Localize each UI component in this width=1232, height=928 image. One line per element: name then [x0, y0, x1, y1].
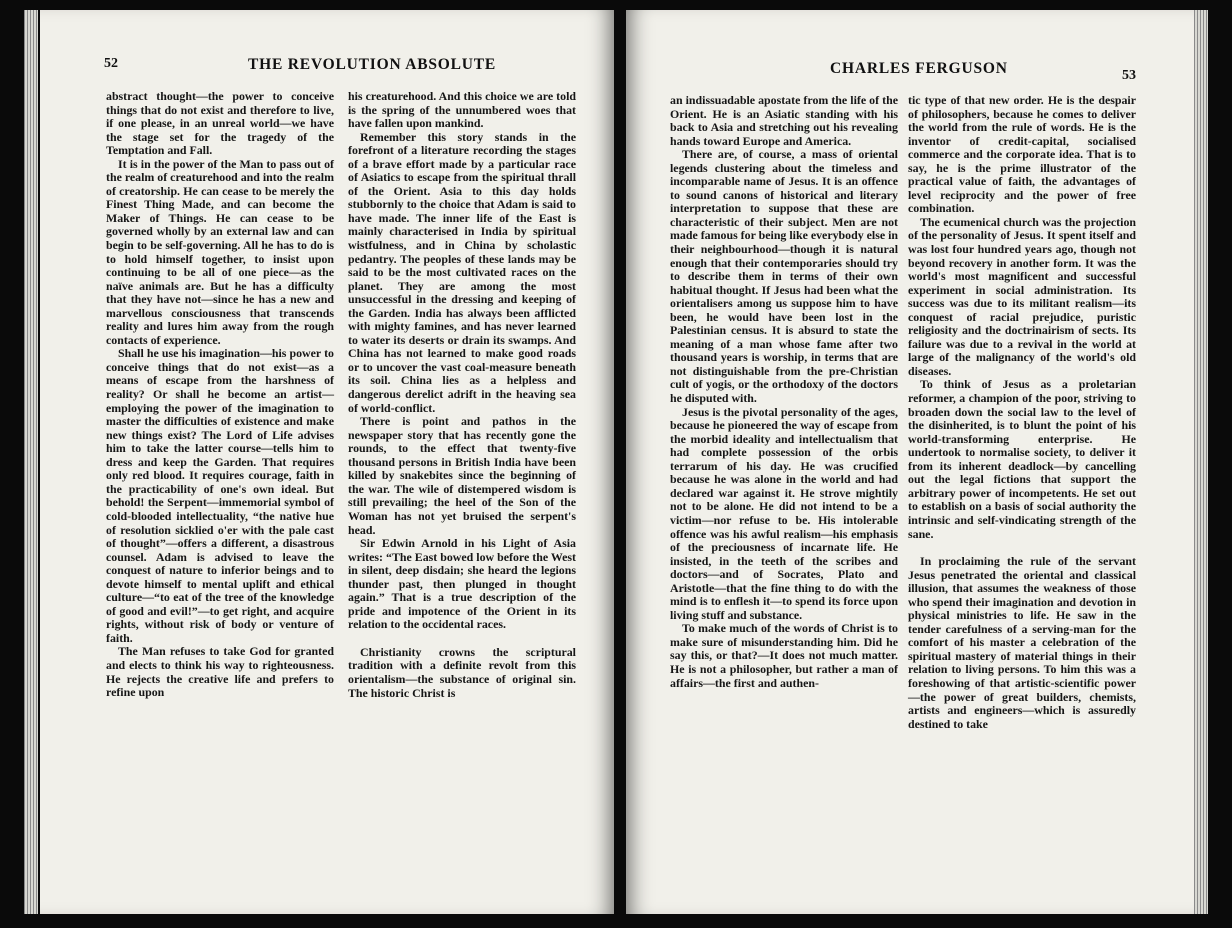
paragraph: The ecumenical church was the projection of the personality of Jesus. It spent itself and was lost four hundred years ago, though not beyond recovery in another form. It was the world's most magnificent and successful experiment in social administration. Its success was due to its militant realism—its conquest of racial prejudice, puristic religiosity and the doctrinairism of sects. Its failure was due to a revival in the world at large of the malignancy of the world's old diseases.	[908, 214, 1136, 378]
paragraph: Remember this story stands in the forefront of a literature recording the stages of a brave effort made by a particular race of Asiatics to escape from the spiritual thrall of the Orient. Asia to this day holds stubbornly to the choice that Adam is said to have made. The inner life of the East is mainly characterised in India by spiritual wistfulness, and in China by scholastic pedantry. The peoples of these lands may be said to be the most cultivated races on the planet. They are among the most unsuccessful in the dressing and keeping of the Garden. India has always been afflicted with mighty famines, and has never learned to water its deserts or drain its swamps. And China has not learned to make good roads or to uncover the vast coal-measure beneath its soil. China lies as a helpless and dangerous derelict adrift in the heaving sea of world-conflict.	[348, 129, 576, 415]
paragraph: Christianity crowns the scriptural tradition with a definite revolt from this orientalism—the substance of original sin. The historic Christ is	[348, 644, 576, 700]
paragraph: Sir Edwin Arnold in his Light of Asia writes: “The East bowed low before the West in silent, deep disdain; she heard the legions thunder past, then plunged in thought again.” That is a true description of the pride and impotence of the Orient in its relation to the occidental races.	[348, 536, 576, 632]
paragraph: To make much of the words of Christ is to make sure of misunderstanding him. Did he say this, or that?—It does not much matter. He is not a philosopher, but rather a man of affairs—the first and authen-	[670, 621, 898, 690]
paragraph: There are, of course, a mass of oriental legends clustering about the timeless and incomparable name of Jesus. It is an offence to sound canons of historical and literary interpretation to suppose that these are characteristic of their subject. Men are not made famous for being like everybody else in their neighbourhood—though it is natural enough that their contemporaries should try to describe them in terms of their own habitual thought. If Jesus had been what the orientalisers among us suppose him to have been, he would have been lost in the Palestinian census. It is absurd to state the meaning of a man whose fame after two thousand years is worship, in terms that are not distinguishable from the pre-Christian cult of yogis, or the orthodoxy of the doctors he disputed with.	[670, 147, 899, 406]
left-page-number: 52	[104, 56, 118, 71]
left-page-edge	[24, 10, 38, 914]
right-column-1	[670, 94, 898, 690]
paragraph: The Man refuses to take God for granted and elects to think his way to righteousness. He rejects the creative life and prefers to refine upon	[106, 644, 334, 700]
paragraph: his creaturehood. And this choice we are told is the spring of the unnumbered woes that have fallen upon mankind.	[348, 89, 576, 131]
right-running-header: CHARLES FERGUSON	[830, 60, 1008, 77]
paragraph: Jesus is the pivotal personality of the ages, because he pioneered the way of escape from the morbid ideality and intellectualism that had complete possession of the orbis terrarum of his day. He was crucified because he was alone in the world and had declared war against it. He strove mightily not to be alone. He did not intend to be a victim—nor refuse to be. His intolerable offence was his awful realism—his emphasis of the preciousness of incarnate life. He insisted, in the teeth of the scribes and doctors—and of Socrates, Plato and Aristotle—that the fine thing to do with the mind is to enflesh it—to spend its force upon living stuff and substance.	[670, 404, 898, 622]
paragraph: In proclaiming the rule of the servant Jesus penetrated the oriental and classical illusion, that assumes the weakness of those who spend their imagination and devotion in physical ministries to life. He saw in the tender carefulness of a serving-man for the comfort of his master a celebration of the spiritual mastery of material things in their relation to living persons. To him this was a foreshowing of that artistic-scientific power—the power of great builders, chemists, artists and engineers—which is assuredly destined to take	[908, 554, 1136, 731]
right-page-edge	[1194, 10, 1208, 914]
left-column-1	[106, 90, 334, 700]
paragraph: an indissuadable apostate from the life of the Orient. He is an Asiatic standing with his back to Asia and stretching out his revealing hands toward Europe and America.	[670, 93, 898, 148]
paragraph: tic type of that new order. He is the despair of philosophers, because he comes to deliver the world from the rule of words. He is the inventor of credit-capital, socialised commerce and the corporate idea. That is to say, he is the prime illustrator of the practical value of faith, the advantages of level reciprocity and the power of free combination.	[908, 93, 1136, 216]
left-column-2	[348, 90, 576, 700]
right-page	[626, 10, 1194, 914]
right-column-2	[908, 94, 1136, 731]
paragraph: To think of Jesus as a proletarian reformer, a champion of the poor, striving to broaden down the social law to the level of the disinherited, is to blunt the point of his world-transforming enterprise. He undertook to normalise society, to deliver it from its inherent deadlock—by cancelling out the legal fictions that support the arbitrary power of incompetents. He set out to establish on a basis of social authority the intrinsic and self-vindicating strength of the sane.	[908, 377, 1136, 541]
paragraph: It is in the power of the Man to pass out of the realm of creaturehood and into the realm of creatorship. He can cease to be merely the Finest Thing Made, and can become the Maker of Things. He can cease to be governed wholly by an external law and can begin to be self-governing. All he has to do is to hold himself together, to insist upon continuing to be all of one piece—as the naïve animals are. But he has a difficulty that they have not—since he has a new and marvellous consciousness that transcends reality and lures him away from the rough contacts of experience.	[106, 156, 334, 347]
left-page	[40, 10, 614, 914]
left-running-header: THE REVOLUTION ABSOLUTE	[248, 56, 497, 73]
paragraph: Shall he use his imagination—his power to conceive things that do not exist—as a means of escape from the harshness of reality? Or shall he become an artist—employing the power of the imagination to master the difficulties of existence and make new things exist? The Lord of Life advises him to take the latter course—tells him to dress and keep the Garden. That requires only red blood. It requires courage, faith in the practicability of one's own ideal. But behold! the Serpent—immemorial symbol of cold-blooded intellectuality, “the native hue of resolution sicklied o'er with the pale cast of thought”—offers a different, a disastrous counsel. Adam is advised to leave the conquest of nature to inferior beings and to devote himself to mental uplift and ethical culture—“to eat of the tree of the knowledge of good and evil!”—to get right, and acquire rights, without risk of body or venture of faith.	[106, 346, 334, 645]
paragraph: abstract thought—the power to conceive things that do not exist and therefore to live, if one please, in an unreal world—we have the stage set for the tragedy of the Temptation and Fall.	[106, 89, 334, 158]
right-page-number: 53	[1122, 68, 1136, 83]
paragraph: There is point and pathos in the newspaper story that has recently gone the rounds, to the effect that twenty-five thousand persons in British India have been killed by snakebites since the beginning of the war. The wile of distempered wisdom is still prevailing; the heel of the Son of the Woman has not yet bruised the serpent's head.	[348, 414, 576, 537]
